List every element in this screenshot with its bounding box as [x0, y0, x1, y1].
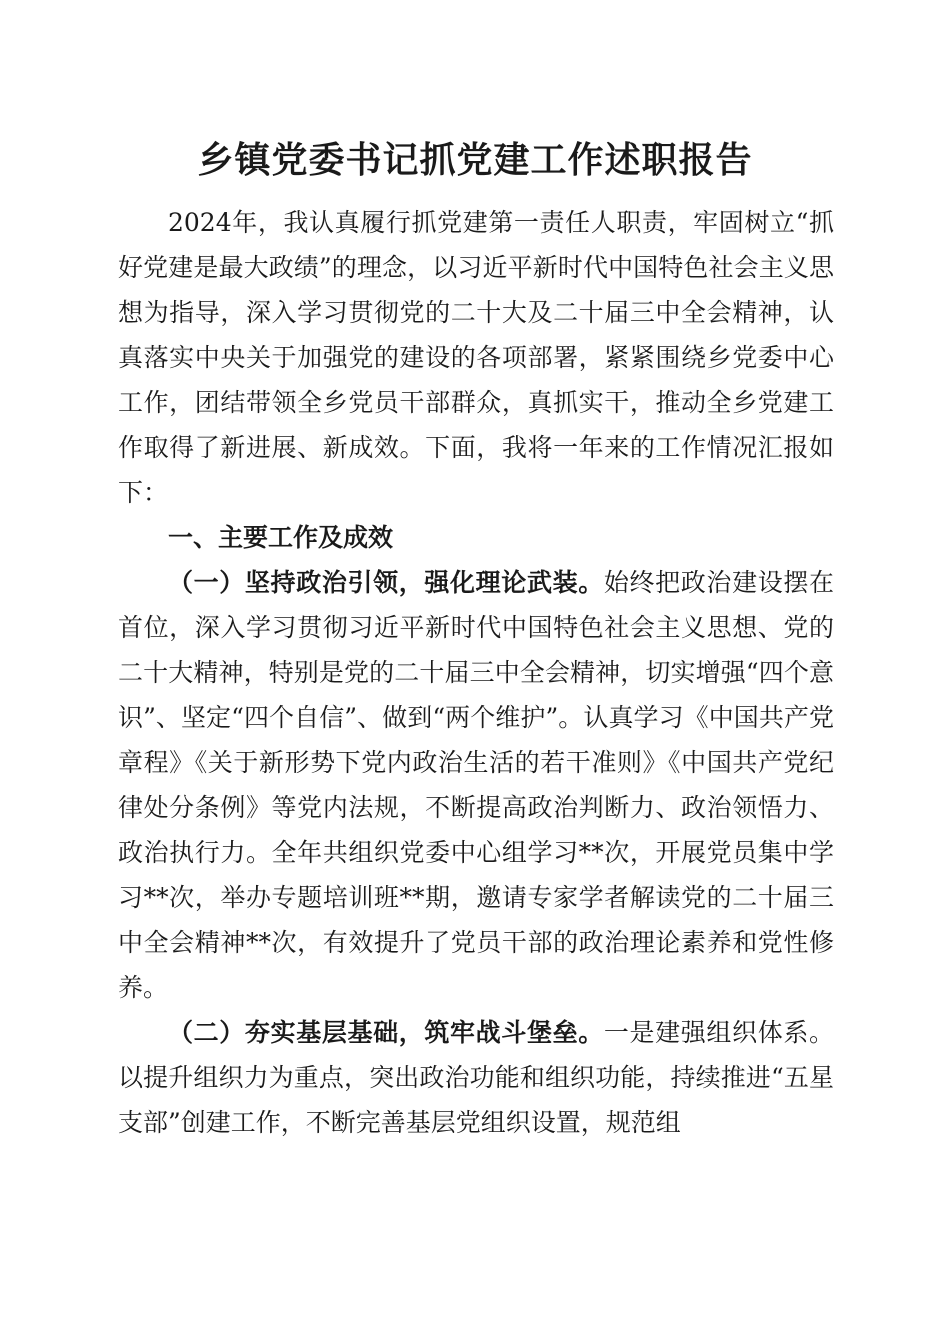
section-heading: 一、主要工作及成效	[168, 523, 394, 552]
paragraph-lead: （一）坚持政治引领，强化理论武装。	[168, 568, 604, 597]
document-body	[118, 200, 834, 1145]
paragraph-lead: （二）夯实基层基础，筑牢战斗堡垒。	[168, 1018, 604, 1047]
paragraph-political-guidance	[118, 560, 834, 1010]
paragraph-grassroots-foundation	[118, 1010, 834, 1145]
document-title: 乡镇党委书记抓党建工作述职报告	[197, 139, 753, 181]
intro-paragraph: 2024年，我认真履行抓党建第一责任人职责，牢固树立“抓好党建是最大政绩”的理念，以习近平新时代中国特色社会主义思想为指导，深入学习贯彻党的二十大及二十届三中全会精神，认真落实中央关于加强党的建设的各项部署，紧紧围绕乡党委中心工作，团结带领全乡党员干部群众，真抓实干，推动全乡党建工作取得了新进展、新成效。下面，我将一年来的工作情况汇报如下：	[118, 208, 834, 507]
paragraph-text: 始终把政治建设摆在首位，深入学习贯彻习近平新时代中国特色社会主义思想、党的二十大精神，特别是党的二十届三中全会精神，切实增强“四个意识”、坚定“四个自信”、做到“两个维护”。认真学习《中国共产党章程》《关于新形势下党内政治生活的若干准则》《中国共产党纪律处分条例》等党内法规，不断提高政治判断力、政治领悟力、政治执行力。全年共组织党委中心组学习**次，开展党员集中学习**次，举办专题培训班**期，邀请专家学者解读党的二十届三中全会精神**次，有效提升了党员干部的政治理论素养和党性修养。	[118, 568, 834, 1002]
paragraph-text: 一是建强组织体系。以提升组织力为重点，突出政治功能和组织功能，持续推进“五星支部”创建工作，不断完善基层党组织设置，规范组	[118, 1018, 834, 1137]
